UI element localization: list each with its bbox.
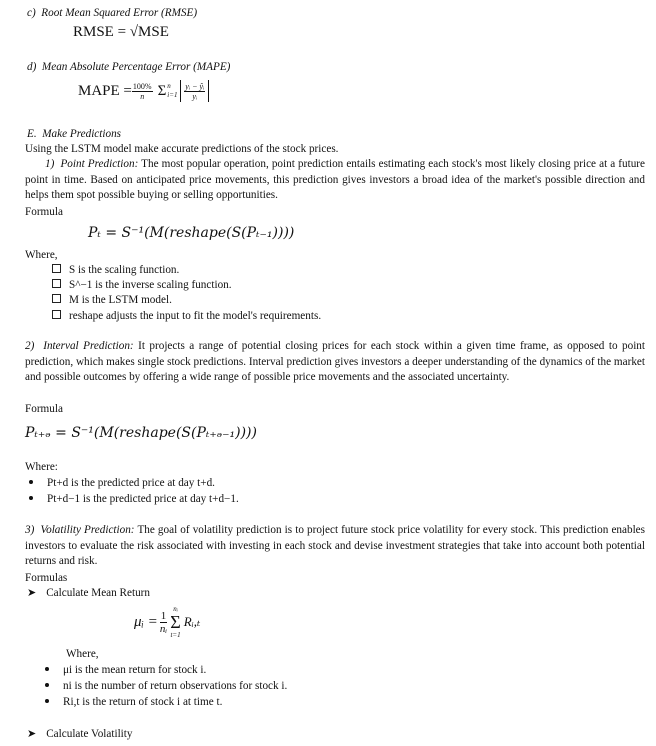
arrow-bullet-icon: ➤	[27, 587, 37, 599]
mean-return-formula	[134, 605, 200, 639]
mape-sum-sup: n	[167, 82, 171, 90]
mape-sigma: Σ	[157, 82, 167, 99]
mean-sum-sub: t=1	[170, 631, 181, 639]
mean-rhs: Rᵢ,ₜ	[183, 614, 201, 629]
point-prediction-text: The most popular operation, point prediction entails estimating each stock's most likely closing price at a future point in time. Based on anticipated price movements, this prediction gives investors a broad idea of the market's possible direction and helps them spot possible buying or selling opportunities.	[25, 158, 645, 202]
interval-item: Pt+d−1 is the predicted price at day t+d−1.	[29, 492, 239, 508]
point-item: S is the scaling function.	[52, 263, 179, 279]
volatility-item: ni is the number of return observations for stock i.	[45, 679, 287, 695]
mean-lhs: μᵢ =	[134, 613, 158, 630]
mean-sum-sup: nᵢ	[173, 605, 178, 613]
mape-percent: 100%	[132, 81, 152, 91]
volatility-item: μi is the mean return for stock i.	[45, 663, 206, 679]
mape-sum-sub: i=1	[167, 91, 178, 99]
mean-sigma: Σ	[170, 612, 181, 632]
interval-prediction-text: It projects a range of potential closing prices for each stock within a given time frame, as opposed to point prediction, which makes single stock predictions. Interval prediction gives investors a deeper understanding of the dynamics of the market and possible outcomes by offering a wide range of possible price movements and the associated uncertainty.	[25, 340, 645, 384]
mean-return-heading: ➤ Calculate Mean Return	[27, 586, 150, 602]
point-item: reshape adjusts the input to fit the model's requirements.	[52, 309, 321, 325]
bullet-icon	[45, 699, 49, 703]
interval-formula-label: Formula	[25, 403, 63, 415]
bullet-icon	[29, 480, 33, 484]
checkbox-icon	[52, 294, 61, 303]
mape-heading: d) Mean Absolute Percentage Error (MAPE)	[27, 61, 231, 73]
mape-inner-fraction	[184, 82, 205, 101]
rmse-formula: RMSE = √MSE	[73, 24, 169, 40]
bullet-icon	[45, 667, 49, 671]
mape-percent-fraction	[132, 82, 153, 101]
mape-formula	[78, 80, 212, 102]
mape-n: n	[140, 91, 145, 101]
mean-frac-num: 1	[160, 609, 167, 622]
bullet-icon	[45, 683, 49, 687]
point-formula: Pₜ = S⁻¹(M(reshape(S(Pₜ₋₁))))	[88, 225, 295, 241]
mape-inner-den: yᵢ	[192, 91, 198, 101]
section-e-intro: Using the LSTM model make accurate predictions of the stock prices.	[25, 143, 339, 155]
volatility-where: Where,	[66, 648, 99, 660]
volatility-prediction-paragraph	[25, 523, 645, 570]
volatility-prediction-text: The goal of volatility prediction is to project future stock price volatility for every stock. This prediction enables investors to evaluate the risk associated with investing in each stock and devise investment strategies that take into account both potential returns and risk.	[25, 524, 645, 568]
abs-bar-left	[180, 80, 181, 102]
interval-prediction-paragraph	[25, 339, 645, 386]
mape-lhs: MAPE =	[78, 82, 132, 99]
checkbox-icon	[52, 279, 61, 288]
mape-inner-num: yᵢ − ŷᵢ	[185, 81, 205, 91]
mean-frac-den: nᵢ	[159, 622, 168, 635]
point-prediction-label: 1) Point Prediction:	[45, 158, 139, 170]
rmse-heading: c) Root Mean Squared Error (RMSE)	[27, 7, 198, 19]
volatility-prediction-label: 3) Volatility Prediction:	[25, 524, 135, 536]
interval-prediction-label: 2) Interval Prediction:	[25, 340, 134, 352]
point-formula-label: Formula	[25, 206, 63, 218]
point-item: M is the LSTM model.	[52, 293, 172, 309]
bullet-icon	[29, 496, 33, 500]
interval-formula: Pₜ₊ₔ = S⁻¹(M(reshape(S(Pₜ₊ₔ₋₁))))	[25, 425, 257, 441]
interval-item: Pt+d is the predicted price at day t+d.	[29, 476, 215, 492]
section-e-heading: E. Make Predictions	[27, 128, 122, 140]
mean-fraction	[160, 610, 168, 635]
volatility-heading: ➤ Calculate Volatility	[27, 727, 133, 743]
volatility-item: Ri,t is the return of stock i at time t.	[45, 695, 222, 711]
volatility-formulas-label: Formulas	[25, 572, 68, 584]
point-prediction-paragraph	[25, 157, 645, 204]
point-item: S^−1 is the inverse scaling function.	[52, 278, 232, 294]
abs-bar-right	[208, 80, 209, 102]
interval-where: Where:	[25, 461, 58, 473]
checkbox-icon	[52, 310, 61, 319]
arrow-bullet-icon: ➤	[27, 728, 37, 740]
checkbox-icon	[52, 264, 61, 273]
point-where: Where,	[25, 249, 58, 261]
